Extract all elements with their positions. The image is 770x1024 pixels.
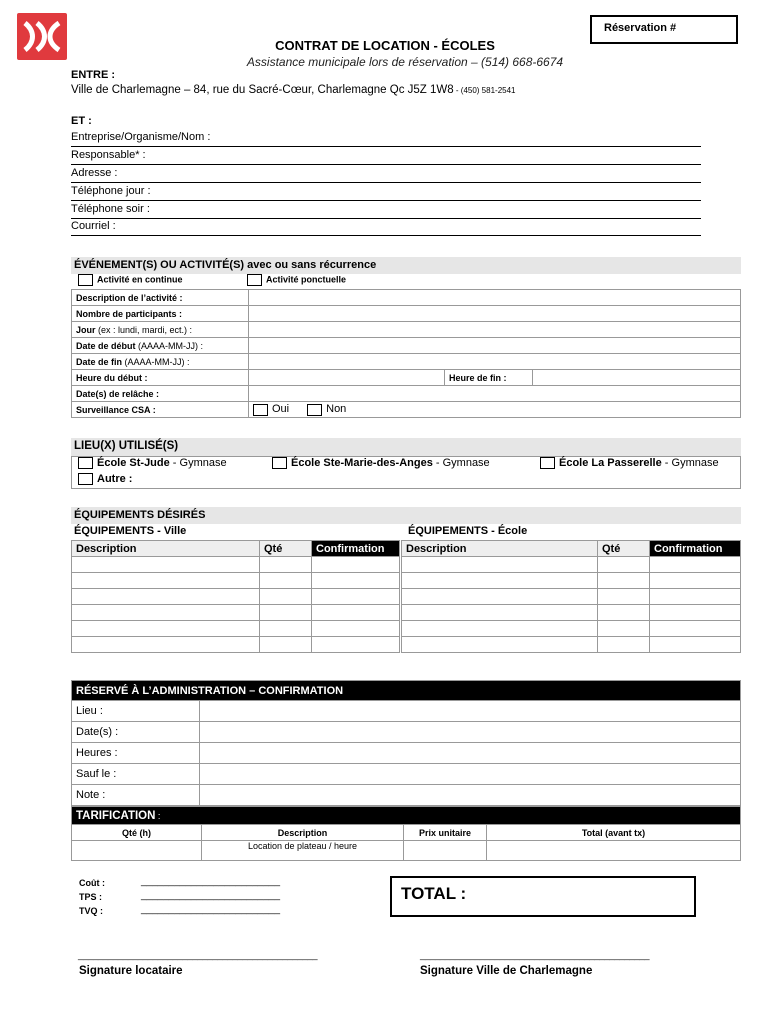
table-row <box>72 637 400 653</box>
table-row <box>72 589 400 605</box>
cell[interactable] <box>312 557 400 573</box>
table-row <box>72 605 400 621</box>
activity-ponctuelle-option[interactable]: Activité ponctuelle <box>247 274 346 286</box>
table-row <box>402 557 741 573</box>
field-entreprise: Entreprise/Organisme/Nom : <box>71 131 211 143</box>
field-line[interactable] <box>71 146 701 147</box>
field-telephone-soir: Téléphone soir : <box>71 203 150 215</box>
table-row <box>72 621 400 637</box>
oui-checkbox[interactable] <box>253 404 268 416</box>
cell[interactable] <box>598 557 650 573</box>
admin-input[interactable] <box>200 764 741 785</box>
field-telephone-jour: Téléphone jour : <box>71 185 151 197</box>
cell[interactable] <box>598 621 650 637</box>
cell[interactable] <box>260 605 312 621</box>
field-line[interactable] <box>71 200 701 201</box>
cell[interactable] <box>402 621 598 637</box>
table-row <box>402 621 741 637</box>
qte-input[interactable] <box>72 841 202 861</box>
admin-input[interactable] <box>200 743 741 764</box>
cell[interactable] <box>402 637 598 653</box>
signature-locataire-label: Signature locataire <box>79 965 183 977</box>
prix-input[interactable] <box>404 841 487 861</box>
admin-input[interactable] <box>200 722 741 743</box>
cell[interactable] <box>260 589 312 605</box>
row-label: Date(s) de relâche : <box>72 386 249 402</box>
cell[interactable] <box>402 605 598 621</box>
cell[interactable] <box>402 573 598 589</box>
cout-label: Coût : <box>79 878 105 888</box>
table-row <box>72 541 400 557</box>
lieu-option-ste-marie[interactable]: École Ste-Marie-des-Anges - Gymnase <box>272 457 490 469</box>
cell[interactable] <box>260 637 312 653</box>
row-label: Date de fin (AAAA-MM-JJ) : <box>72 354 249 370</box>
equipements-ville-table <box>71 540 400 653</box>
field-responsable: Responsable* : <box>71 149 146 161</box>
table-row <box>72 322 741 338</box>
cell[interactable] <box>72 589 260 605</box>
admin-label: Note : <box>72 785 200 806</box>
tvq-label: TVQ : <box>79 906 103 916</box>
cell[interactable] <box>598 573 650 589</box>
checkbox[interactable] <box>272 457 287 469</box>
admin-label: Sauf le : <box>72 764 200 785</box>
admin-input[interactable] <box>200 785 741 806</box>
table-row <box>72 841 741 861</box>
equipements-header: ÉQUIPEMENTS DÉSIRÉS <box>71 507 741 524</box>
non-checkbox[interactable] <box>307 404 322 416</box>
admin-label: Date(s) : <box>72 722 200 743</box>
admin-input[interactable] <box>200 701 741 722</box>
field-line[interactable] <box>71 164 701 165</box>
heure-fin-input[interactable] <box>533 370 741 386</box>
cell[interactable] <box>650 557 741 573</box>
tps-line[interactable]: _________________________ <box>141 890 281 901</box>
entre-address: Ville de Charlemagne – 84, rue du Sacré-Cœur, Charlemagne Qc J5Z 1W8 - (450) 581-2541 <box>71 84 516 96</box>
cell[interactable] <box>72 621 260 637</box>
field-line[interactable] <box>71 218 701 219</box>
cout-line[interactable]: _________________________ <box>141 876 281 887</box>
row-label: Nombre de participants : <box>72 306 249 322</box>
table-row <box>72 370 741 386</box>
field-adresse: Adresse : <box>71 167 118 179</box>
col-description: Description <box>72 541 260 557</box>
events-table <box>71 289 741 418</box>
cell[interactable] <box>402 589 598 605</box>
events-header: ÉVÉNEMENT(S) OU ACTIVITÉ(S) avec ou sans récurrence <box>71 257 741 274</box>
entre-label: ENTRE : <box>71 69 115 81</box>
cell[interactable] <box>598 605 650 621</box>
table-row <box>402 637 741 653</box>
checkbox[interactable] <box>540 457 555 469</box>
cell[interactable] <box>650 573 741 589</box>
table-row <box>402 605 741 621</box>
table-row <box>402 573 741 589</box>
admin-label: Lieu : <box>72 701 200 722</box>
table-row <box>72 722 741 743</box>
checkbox[interactable] <box>78 274 93 286</box>
date-debut-input[interactable] <box>249 338 741 354</box>
table-row <box>72 825 741 841</box>
cell[interactable] <box>598 589 650 605</box>
cell[interactable] <box>402 557 598 573</box>
table-row <box>72 785 741 806</box>
cell[interactable] <box>312 589 400 605</box>
field-line[interactable] <box>71 235 701 236</box>
table-row <box>72 557 400 573</box>
cell[interactable] <box>72 557 260 573</box>
cell[interactable] <box>260 557 312 573</box>
tvq-line[interactable]: _________________________ <box>141 904 281 915</box>
page-title: CONTRAT DE LOCATION - ÉCOLES <box>275 38 495 53</box>
table-row <box>72 807 741 825</box>
cell[interactable] <box>312 605 400 621</box>
table-row <box>72 764 741 785</box>
signature-locataire-line[interactable]: ________________________________________________ <box>78 950 318 961</box>
row-label: Description de l’activité : <box>72 290 249 306</box>
surveillance-options: Oui Non <box>249 402 741 418</box>
table-row <box>402 541 741 557</box>
cell[interactable] <box>312 573 400 589</box>
equipements-ecole-table <box>401 540 741 653</box>
lieu-option-st-jude[interactable]: École St-Jude - Gymnase <box>78 457 227 469</box>
field-line[interactable] <box>71 182 701 183</box>
col-description: Description <box>402 541 598 557</box>
checkbox[interactable] <box>78 473 93 485</box>
cell[interactable] <box>650 605 741 621</box>
tps-label: TPS : <box>79 892 103 902</box>
table-row <box>72 681 741 701</box>
cell[interactable] <box>650 637 741 653</box>
tarif-description: Location de plateau / heure <box>202 841 404 861</box>
page-subtitle: Assistance municipale lors de réservation – (514) 668-6674 <box>246 55 564 69</box>
admin-table <box>71 680 741 806</box>
cell[interactable] <box>260 573 312 589</box>
checkbox[interactable] <box>78 457 93 469</box>
tarification-table <box>71 806 741 861</box>
activity-continue-option[interactable]: Activité en continue <box>78 274 183 286</box>
tarification-header: TARIFICATION : <box>72 807 741 825</box>
cell[interactable] <box>598 637 650 653</box>
field-courriel: Courriel : <box>71 220 116 232</box>
lieu-option-autre[interactable]: Autre : <box>78 473 132 485</box>
cell[interactable] <box>72 573 260 589</box>
table-row <box>72 402 741 418</box>
cell[interactable] <box>650 589 741 605</box>
jour-input[interactable] <box>249 322 741 338</box>
table-row <box>72 386 741 402</box>
cell[interactable] <box>650 621 741 637</box>
table-row <box>72 290 741 306</box>
table-row <box>72 573 400 589</box>
equipements-ecole-label: ÉQUIPEMENTS - École <box>408 525 528 537</box>
cell[interactable] <box>72 637 260 653</box>
cell[interactable] <box>72 605 260 621</box>
col-confirmation: Confirmation <box>312 541 400 557</box>
table-row <box>72 701 741 722</box>
checkbox[interactable] <box>247 274 262 286</box>
heure-debut-input[interactable] <box>249 370 445 386</box>
col-total-avant-tx: Total (avant tx) <box>487 825 741 841</box>
row-label: Heure du début : <box>72 370 249 386</box>
col-prix-unitaire: Prix unitaire <box>404 825 487 841</box>
total-box[interactable]: TOTAL : <box>390 876 696 917</box>
row-label: Date de début (AAAA-MM-JJ) : <box>72 338 249 354</box>
signature-ville-line[interactable]: ______________________________________________ <box>420 950 650 961</box>
table-row <box>72 354 741 370</box>
event-description-input[interactable] <box>249 290 741 306</box>
cell[interactable] <box>312 637 400 653</box>
row-label: Surveillance CSA : <box>72 402 249 418</box>
col-confirmation: Confirmation <box>650 541 741 557</box>
table-row <box>72 306 741 322</box>
participants-input[interactable] <box>249 306 741 322</box>
admin-header: RÉSERVÉ À L’ADMINISTRATION – CONFIRMATION <box>72 681 741 701</box>
cell[interactable] <box>312 621 400 637</box>
col-qte: Qté <box>598 541 650 557</box>
lieu-option-passerelle[interactable]: École La Passerelle - Gymnase <box>540 457 719 469</box>
relache-input[interactable] <box>249 386 741 402</box>
signature-ville-label: Signature Ville de Charlemagne <box>420 965 593 977</box>
date-fin-input[interactable] <box>249 354 741 370</box>
table-row <box>402 589 741 605</box>
lieux-header: LIEU(X) UTILISÉ(S) <box>71 438 741 456</box>
col-description: Description <box>202 825 404 841</box>
reservation-number-box[interactable]: Réservation # <box>590 15 738 44</box>
table-row <box>72 338 741 354</box>
et-label: ET : <box>71 115 92 127</box>
table-row <box>72 743 741 764</box>
heure-fin-label: Heure de fin : <box>445 370 533 386</box>
col-qte: Qté <box>260 541 312 557</box>
row-label: Jour (ex : lundi, mardi, ect.) : <box>72 322 249 338</box>
admin-label: Heures : <box>72 743 200 764</box>
total-input[interactable] <box>487 841 741 861</box>
equipements-ville-label: ÉQUIPEMENTS - Ville <box>74 525 187 537</box>
cell[interactable] <box>260 621 312 637</box>
col-qte-h: Qté (h) <box>72 825 202 841</box>
